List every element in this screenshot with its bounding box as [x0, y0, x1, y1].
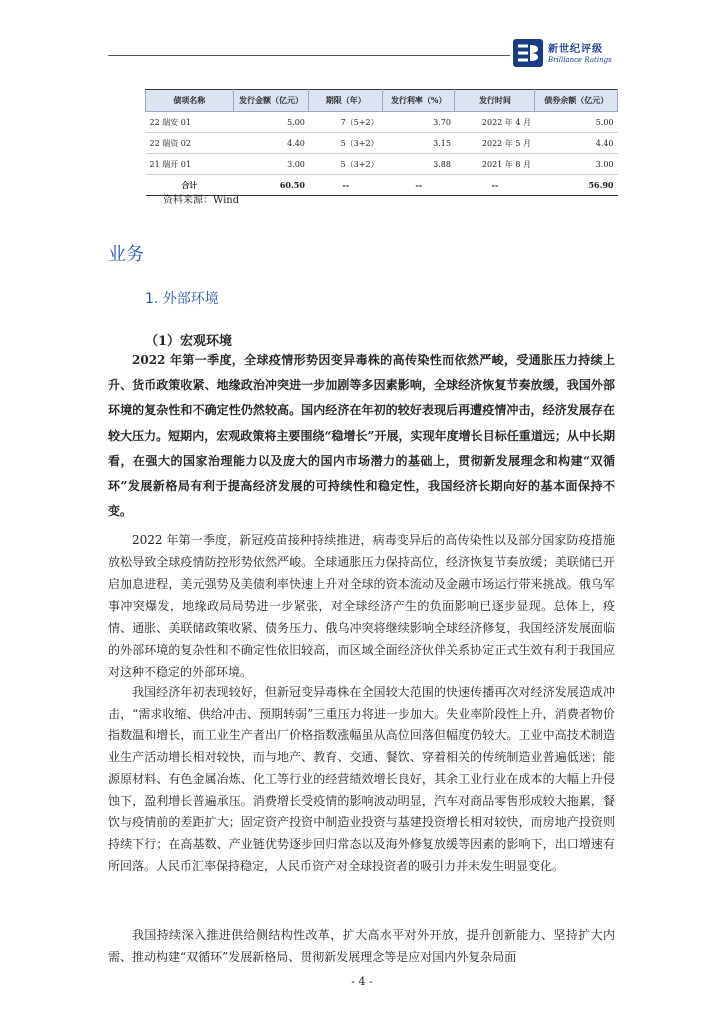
column-header: 期限（年） — [309, 90, 383, 112]
cell-total-date: -- — [455, 175, 535, 196]
cell-issue-date: 2022 年 5 月 — [455, 133, 535, 154]
table-row — [146, 154, 618, 175]
table-row — [146, 112, 618, 133]
cell-issue-date: 2021 年 8 月 — [455, 154, 535, 175]
cell-rate: 3.70 — [383, 112, 455, 133]
column-header: 发行利率（%） — [383, 90, 455, 112]
section-title: 业务 — [108, 244, 144, 265]
column-header: 债项名称 — [146, 90, 234, 112]
body-paragraph: 我国经济年初表现较好，但新冠变异毒株在全国较大范围的快速传播再次对经济发展造成冲击，“需求收缩、供给冲击、预期转弱”三重压力将进一步加大。失业率阶段性上升，消费者物价指数温和增长，而工业生产者出厂价格指数涨幅虽从高位回落但幅度仍较大。工业中高技术制造业生产活动增长相对较快，而与地产、教育、交通、餐饮、穿着相关的传统制造业普遍低迷；能源原材料、有色金属冶炼、化工等行业的经营绩效增长良好，其余工业行业在成本的大幅上升侵蚀下，盈利增长普遍承压。消费增长受疫情的影响波动明显，汽车对商品零售形成较大拖累，餐饮与疫情前的差距扩大；固定资产投资中制造业投资与基建投资增长相对较快，而房地产投资则持续下行；在高基数、产业链优势逐步回归常态以及海外修复放缓等因素的影响下，出口增速有所回落。人民币汇率保持稳定，人民币资产对全球投资者的吸引力并未发生明显变化。 — [108, 685, 615, 873]
summary-paragraph: 2022 年第一季度，全球疫情形势因变异毒株的高传染性而依然严峻，受通胀压力持续上升、货币政策收紧、地缘政治冲突进一步加剧等多因素影响，全球经济恢复节奏放缓，我国外部环境的复杂性和不确定性仍然较高。国内经济在年初的较好表现后再遭疫情冲击，经济发展存在较大压力。短期内，宏观政策将主要围绕“稳增长”开展，实现年度增长目标任重道远；从中长期看，在强大的国家治理能力以及庞大的国内市场潜力的基础上，贯彻新发展理念和构建“双循环”发展新格局有利于提高经济发展的可持续性和稳定性，我国经济长期向好的基本面保持不变。 — [108, 353, 615, 519]
cell-issue-date: 2022 年 4 月 — [455, 112, 535, 133]
company-logo — [512, 38, 612, 72]
cell-bond-name: 21 瑞开 01 — [146, 154, 234, 175]
cell-balance: 5.00 — [535, 112, 618, 133]
table-row — [146, 133, 618, 154]
cell-term: 7（5+2） — [309, 112, 383, 133]
cell-total-amount: 60.50 — [233, 175, 309, 196]
cell-issue-amount: 5.00 — [233, 112, 309, 133]
cell-total-rate: -- — [383, 175, 455, 196]
cell-total-label: 合计 — [146, 175, 234, 196]
cell-term: 5（3+2） — [309, 154, 383, 175]
bond-table — [145, 89, 618, 196]
column-header: 发行金额（亿元） — [233, 90, 309, 112]
cell-bond-name: 22 瑞资 02 — [146, 133, 234, 154]
cell-issue-amount: 3.00 — [233, 154, 309, 175]
column-header: 债券余额（亿元） — [535, 90, 618, 112]
body-paragraph: 我国持续深入推进供给侧结构性改革，扩大高水平对外开放，提升创新能力、坚持扩大内需、推动构建“双循环”发展新格局、贯彻新发展理念等是应对国内外复杂局面 — [108, 928, 615, 964]
page-number: - 4 - — [351, 975, 373, 988]
cell-total-balance: 56.90 — [535, 175, 618, 196]
cell-bond-name: 22 瑞安 01 — [146, 112, 234, 133]
subsubsection-title: （1）宏观环境 — [145, 334, 233, 349]
cell-term: 5（3+2） — [309, 133, 383, 154]
table-source-note: 资料来源：Wind — [163, 195, 240, 206]
cell-issue-amount: 4.40 — [233, 133, 309, 154]
subsection-title: 1. 外部环境 — [145, 291, 219, 307]
header-rule — [108, 55, 510, 56]
column-header: 发行时间 — [455, 90, 535, 112]
cell-rate: 3.15 — [383, 133, 455, 154]
brilliance-logo-icon — [512, 38, 544, 68]
logo-chinese-text: 新世纪评级 — [548, 44, 603, 55]
cell-total-term: -- — [309, 175, 383, 196]
body-paragraph: 2022 年第一季度，新冠疫苗接种持续推进，病毒变异后的高传染性以及部分国家防疫措施放松导致全球疫情防控形势依然严峻。全球通胀压力保持高位，经济恢复节奏放缓；美联储已开启加息进程，美元强势及美债利率快速上升对全球的资本流动及金融市场运行带来挑战。俄乌军事冲突爆发，地缘政局局势进一步紧张，对全球经济产生的负面影响已逐步显现。总体上，疫情、通胀、美联储政策收紧、债务压力、俄乌冲突将继续影响全球经济修复，我国经济发展面临的外部环境的复杂性和不确定性依旧较高，而区域全面经济伙伴关系协定正式生效有利于我国应对这种不稳定的外部环境。 — [108, 533, 615, 679]
cell-rate: 3.88 — [383, 154, 455, 175]
logo-english-text: Brilliance Ratings — [548, 56, 612, 64]
cell-balance: 3.00 — [535, 154, 618, 175]
table-header-row — [146, 90, 618, 112]
cell-balance: 4.40 — [535, 133, 618, 154]
